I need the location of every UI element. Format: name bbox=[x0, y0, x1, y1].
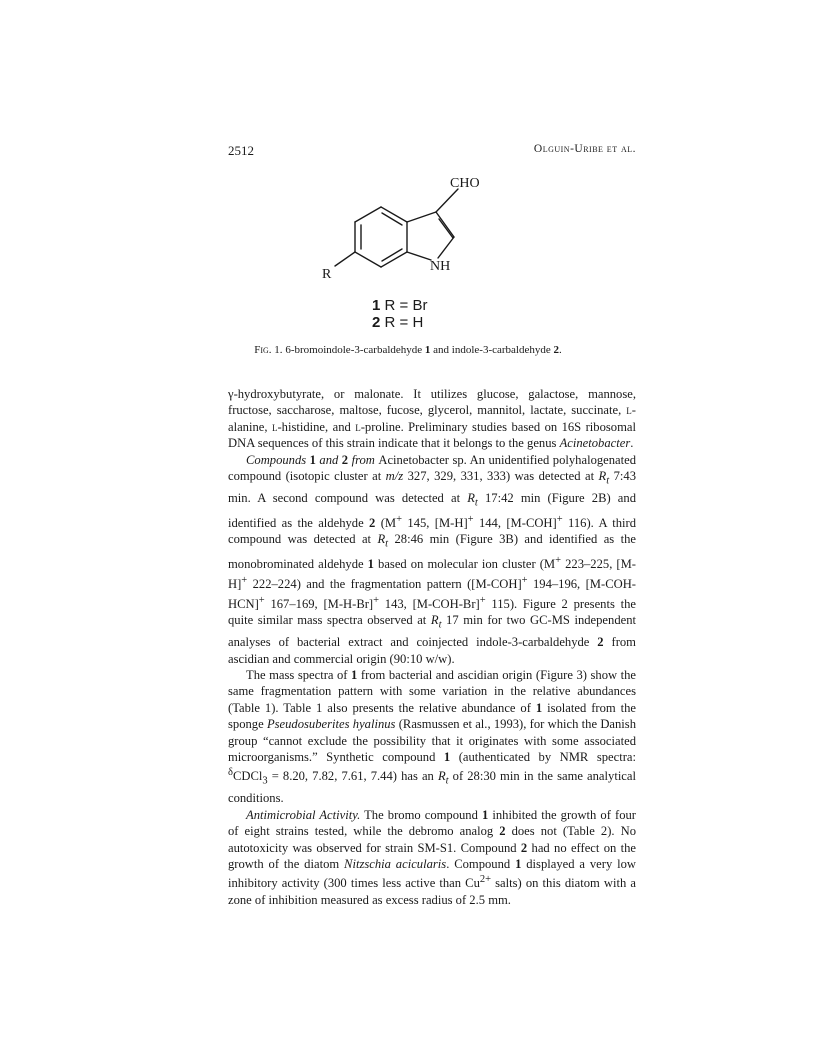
bond bbox=[355, 207, 381, 222]
aldehyde-label: CHO bbox=[450, 176, 480, 191]
chemical-structure bbox=[310, 176, 510, 290]
bond bbox=[407, 252, 431, 260]
figure-caption: Fig. 1. 6-bromoindole-3-carbaldehyde 1 and indole-3-carbaldehyde 2. bbox=[254, 344, 562, 356]
bond bbox=[355, 252, 381, 267]
bond bbox=[407, 212, 436, 222]
double-bond bbox=[439, 219, 453, 238]
r-label: R bbox=[322, 267, 332, 282]
indole-structure-drawing bbox=[310, 176, 510, 290]
figure-label: Fig. 1. bbox=[254, 344, 283, 356]
bond bbox=[335, 252, 355, 266]
paragraph: Antimicrobial Activity. The bromo compound 1 inhibited the growth of four of eight strains tested, while the debromo analog 2 does not (Table 2). No autotoxicity was observed for strain SM-S1. Compound 2 had no effect on the growth of the diatom Nitzschia acicularis. Compound 1 displayed a very low inhibitory activity (300 times less active than $Cu^{2+}$ salts) on this diatom with a zone of inhibition measured as excess radius of 2.5 mm. bbox=[228, 807, 637, 908]
compound-id: 1 bbox=[372, 297, 381, 314]
double-bond bbox=[382, 249, 402, 261]
bond bbox=[436, 212, 454, 237]
compound-definition bbox=[372, 314, 472, 331]
compound-formula: R = Br bbox=[380, 297, 428, 314]
compound-formula: R = H bbox=[380, 314, 424, 331]
paragraph: The mass spectra of 1 from bacterial and ascidian origin (Figure 3) show the same fragmentation pattern with some variation in the relative abundances (Table 1). Table 1 also presents the relative abundance of 1 isolated from the sponge Pseudosuberites hyalinus (Rasmussen et al., 1993), for which the Danish group “cannot exclude the possibility that it originates with some associated microorganisms.” Synthetic compound 1 (authenticated by NMR spectra: $^\delta$CDCl$_3$ = 8.20, 7.82, 7.61, 7.44) has an $R_t$ of 28:30 min in the same analytical conditions. bbox=[228, 667, 637, 806]
nh-label: NH bbox=[430, 259, 451, 274]
bond bbox=[438, 237, 454, 258]
page-number: 2512 bbox=[228, 143, 254, 158]
compound-definition bbox=[372, 297, 472, 314]
double-bond bbox=[382, 213, 402, 225]
compound-definitions bbox=[372, 297, 472, 331]
paragraph: Compounds 1 and 2 from Acinetobacter sp. An unidentified polyhalogenated compound (isotopic cluster at m/z 327, 329, 331, 333) was detected at $R_t$ 7:43 min. A second compound was detected at $R_t$ 17:42 min (Figure 2B) and identified as the aldehyde 2 (M+ 145, [M-H]+ 144, [M-COH]+ 116). A third compound was detected at $R_t$ 28:46 min (Figure 3B) and identified as the monobrominated aldehyde 1 based on molecular ion cluster (M+ 223–225, [M-H]+ 222–224) and the fragmentation pattern ([M-COH]+ 194–196, [M-COH-HCN]+ 167–169, [M-H-Br]+ 143, [M-COH-Br]+ 115). Figure 2 presents the quite similar mass spectra observed at $R_t$ 17 min for two GC-MS independent analyses of bacterial extract and coinjected indole-3-carbaldehyde 2 from ascidian and commercial origin (90:10 w/w). bbox=[228, 452, 637, 666]
compound-id: 2 bbox=[372, 314, 381, 331]
paragraph: γ-hydroxybutyrate, or malonate. It utilizes glucose, galactose, mannose, fructose, saccharose, maltose, fucose, glycerol, mannitol, lactate, succinate, l-alanine, l-histidine, and l-proline. Preliminary studies based on 16S ribosomal DNA sequences of this strain indicate that it belongs to the genus Acinetobacter. bbox=[228, 387, 636, 451]
bond bbox=[436, 189, 458, 212]
body-text bbox=[228, 386, 636, 908]
page-header bbox=[0, 143, 816, 163]
running-head: Olguin-Uribe et al. bbox=[533, 143, 636, 155]
